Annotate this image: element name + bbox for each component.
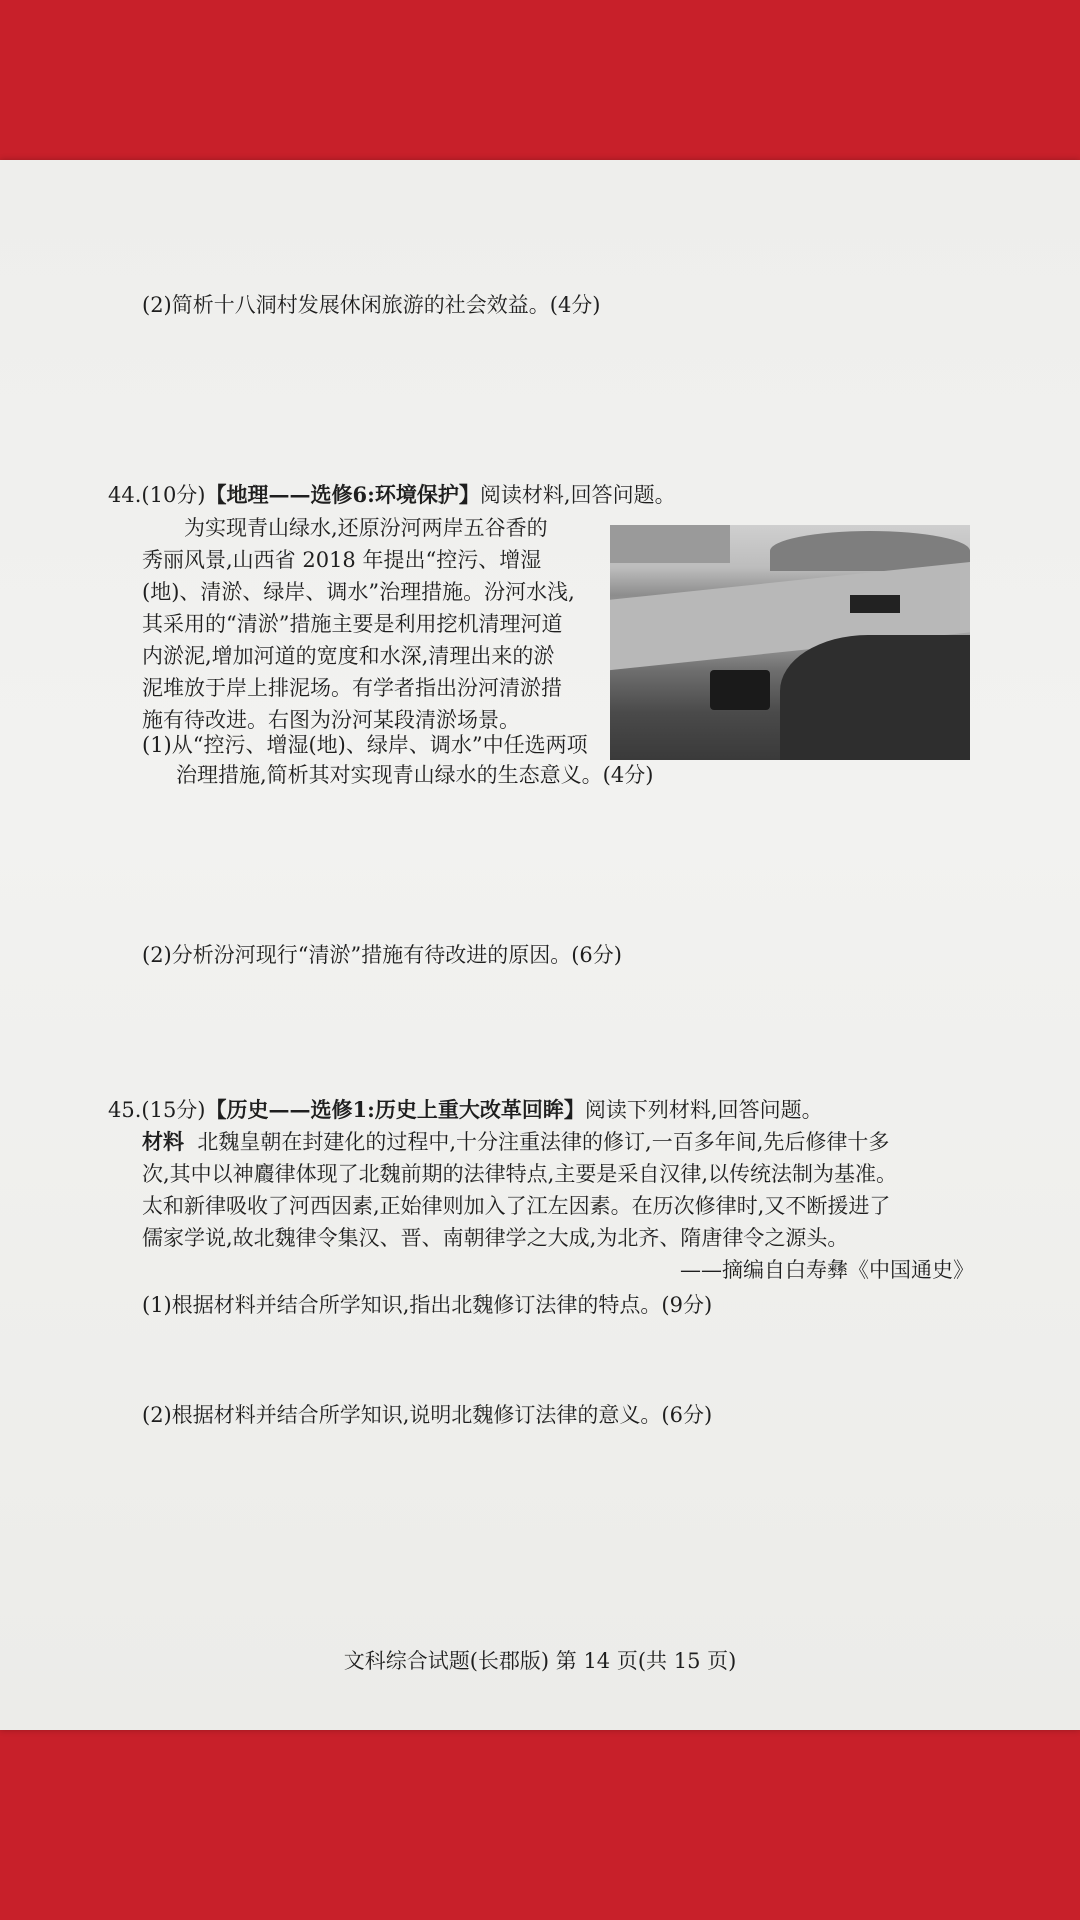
q44-score: 44.(10分)	[108, 483, 206, 507]
q45-subquestion-2: (2)根据材料并结合所学知识,说明北魏修订法律的意义。(6分)	[142, 1403, 713, 1427]
page-footer: 文科综合试题(长郡版) 第 14 页(共 15 页)	[343, 1649, 737, 1673]
q44-passage-line-5: 内淤泥,增加河道的宽度和水深,清理出来的淤	[142, 644, 555, 668]
q45-material-line-4: 儒家学说,故北魏律令集汉、晋、南朝律学之大成,为北齐、隋唐律令之源头。	[142, 1226, 849, 1250]
q44-topic: 【地理——选修6:环境保护】	[205, 482, 480, 507]
q43-subquestion-2: (2)简析十八洞村发展休闲旅游的社会效益。(4分)	[142, 293, 601, 317]
q44-passage-line-4: 其采用的“清淤”措施主要是利用挖机清理河道	[142, 612, 563, 636]
q45-source: ——摘编自白寿彝《中国通史》	[680, 1258, 974, 1282]
dredging-scene-photo	[610, 525, 970, 760]
q44-instruction: 阅读材料,回答问题。	[479, 483, 676, 507]
q45-instruction: 阅读下列材料,回答问题。	[584, 1098, 823, 1122]
q45-subquestion-1: (1)根据材料并结合所学知识,指出北魏修订法律的特点。(9分)	[142, 1293, 713, 1317]
q44-passage-line-1: 为实现青山绿水,还原汾河两岸五谷香的	[184, 516, 548, 540]
q45-material-line-1	[142, 1127, 889, 1157]
q44-subquestion-1-line-1: (1)从“控污、增湿(地)、绿岸、调水”中任选两项	[142, 733, 588, 757]
q44-subquestion-1-line-2: 治理措施,简析其对实现青山绿水的生态意义。(4分)	[176, 763, 654, 787]
q45-material-line-3: 太和新律吸收了河西因素,正始律则加入了江左因素。在历次修律时,又不断援进了	[142, 1194, 891, 1218]
q44-passage-line-2: 秀丽风景,山西省 2018 年提出“控污、增湿	[142, 548, 542, 572]
q44-passage-line-7: 施有待改进。右图为汾河某段清淤场景。	[142, 708, 520, 732]
q44-subquestion-2: (2)分析汾河现行“清淤”措施有待改进的原因。(6分)	[142, 943, 622, 967]
q45-material-line-2: 次,其中以神麚律体现了北魏前期的法律特点,主要是采自汉律,以传统法制为基准。	[142, 1162, 898, 1186]
q44-passage-line-6: 泥堆放于岸上排泥场。有学者指出汾河清淤措	[142, 676, 562, 700]
q45-header	[108, 1095, 823, 1125]
material-text-1: 北魏皇朝在封建化的过程中,十分注重法律的修订,一百多年间,先后修律十多	[197, 1130, 890, 1154]
material-label: 材料	[142, 1129, 184, 1154]
q45-topic: 【历史——选修1:历史上重大改革回眸】	[205, 1097, 585, 1122]
q44-passage-line-3: (地)、清淤、绿岸、调水”治理措施。汾河水浅,	[142, 580, 575, 604]
q45-score: 45.(15分)	[108, 1098, 206, 1122]
q44-header	[108, 480, 676, 510]
